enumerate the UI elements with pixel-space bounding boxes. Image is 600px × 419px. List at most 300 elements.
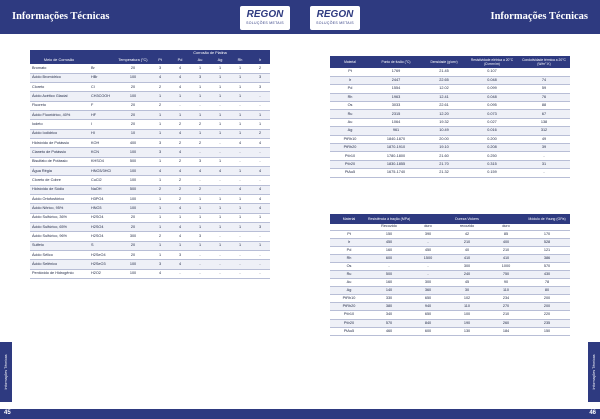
corrosion-cell: Cloreto	[30, 83, 88, 92]
corrosion-cell: 100	[116, 167, 150, 176]
mechanical-cell: -	[410, 270, 446, 278]
corrosion-cell: 300	[116, 232, 150, 241]
mechanical-cell: -	[410, 262, 446, 270]
table-row	[30, 120, 270, 129]
mechanical-cell: 160	[368, 246, 410, 254]
corrosion-cell: -	[230, 251, 250, 260]
corrosion-cell: 1	[170, 92, 190, 101]
corrosion-cell: Pentóxido de Hidrogênio	[30, 269, 88, 278]
corrosion-cell: 1	[250, 241, 270, 250]
corrosion-column-header: Pd	[170, 57, 190, 64]
corrosion-cell: 100	[116, 260, 150, 269]
table-row	[330, 110, 570, 118]
table-row	[30, 185, 270, 194]
corrosion-cell: -	[170, 101, 190, 110]
physical-cell: PtRh10	[330, 135, 370, 143]
table-row	[330, 311, 570, 319]
mechanical-cell: 450	[368, 238, 410, 246]
table-row	[30, 232, 270, 241]
physical-cell: 0.027	[466, 118, 518, 126]
corrosion-cell: -	[230, 176, 250, 185]
corrosion-cell: Ácido Sulfúrico, 65%	[30, 223, 88, 232]
physical-properties-table	[330, 56, 570, 178]
mechanical-cell: 110	[446, 303, 488, 311]
corrosion-cell: 3	[150, 260, 170, 269]
corrosion-cell: Bromato	[30, 64, 88, 73]
mechanical-cell: Au	[330, 279, 368, 287]
mechanical-cell: 160	[368, 279, 410, 287]
table-row	[30, 223, 270, 232]
mechanical-cell: 210	[488, 311, 524, 319]
table-row	[30, 213, 270, 222]
physical-cell: 0.208	[466, 144, 518, 152]
physical-cell: 0.200	[466, 135, 518, 143]
mechanical-cell: 110	[488, 287, 524, 295]
corrosion-cell: HNO3/3HCl	[88, 167, 116, 176]
corrosion-cell: 1	[170, 241, 190, 250]
physical-cell: 0.048	[466, 93, 518, 101]
corrosion-cell: 20	[116, 241, 150, 250]
corrosion-cell: -	[250, 260, 270, 269]
corrosion-cell: 1	[230, 129, 250, 138]
physical-column-header: Material	[330, 56, 370, 68]
corrosion-cell: 1	[230, 204, 250, 213]
table-row	[330, 254, 570, 262]
physical-cell: 21.45	[422, 68, 466, 76]
mechanical-cell: 150	[524, 327, 570, 335]
table-row	[330, 169, 570, 177]
corrosion-cell: H2SeO4	[88, 251, 116, 260]
corrosion-cell: 4	[230, 185, 250, 194]
corrosion-cell: Cloreto de Cobre	[30, 176, 88, 185]
corrosion-cell: -	[250, 92, 270, 101]
corrosion-cell: -	[170, 269, 190, 278]
physical-cell: 12.02	[422, 85, 466, 93]
corrosion-cell: Ácido Sulfúrico, 96%	[30, 232, 88, 241]
physical-cell: Os	[330, 102, 370, 110]
corrosion-cell: -	[190, 176, 210, 185]
corrosion-cell: 1	[210, 204, 230, 213]
mechanical-cell: PtRh20	[330, 303, 368, 311]
corrosion-cell: 1	[210, 92, 230, 101]
physical-column-header: Condutividade térmica a 20°C (W/m°.K)	[518, 56, 570, 68]
mechanical-cell: 121	[524, 246, 570, 254]
physical-column-header: Densidade (g/cm³)	[422, 56, 466, 68]
table-row	[30, 204, 270, 213]
corrosion-column-header: Rh	[230, 57, 250, 64]
corrosion-cell: Ácido Fluorídrico, 40%	[30, 111, 88, 120]
corrosion-cell: -	[250, 101, 270, 110]
corrosion-cell: 1	[230, 213, 250, 222]
corrosion-cell: 1	[230, 83, 250, 92]
corrosion-cell: -	[230, 157, 250, 166]
corrosion-cell: 1	[190, 92, 210, 101]
corrosion-cell: -	[230, 269, 250, 278]
mechanical-cell: 840	[410, 319, 446, 327]
table-row	[330, 93, 570, 101]
corrosion-cell: 20	[116, 83, 150, 92]
table-row	[30, 129, 270, 138]
corrosion-cell: 1	[250, 213, 270, 222]
right-page-number: 46	[589, 410, 596, 416]
mechanical-cell: -	[410, 238, 446, 246]
corrosion-cell: 1	[210, 111, 230, 120]
corrosion-cell: 2	[170, 195, 190, 204]
corrosion-cell: NaOH	[88, 185, 116, 194]
physical-cell: 961	[370, 127, 422, 135]
corrosion-cell: 1	[250, 120, 270, 129]
mechanical-subheader: Recozido	[368, 224, 410, 230]
mechanical-cell: 210	[446, 238, 488, 246]
physical-cell: 138	[518, 118, 570, 126]
corrosion-cell: 1	[210, 195, 230, 204]
left-footer-bar	[0, 409, 300, 419]
corrosion-cell: 1	[230, 223, 250, 232]
physical-cell: 0.048	[466, 76, 518, 84]
corrosion-cell: -	[190, 251, 210, 260]
corrosion-cell: 2	[190, 139, 210, 148]
corrosion-cell: 4	[170, 64, 190, 73]
mechanical-cell: -	[368, 262, 410, 270]
corrosion-cell: -	[250, 176, 270, 185]
corrosion-cell: 1	[190, 83, 210, 92]
mechanical-cell: 200	[524, 303, 570, 311]
corrosion-cell: Br	[88, 64, 116, 73]
corrosion-cell: -	[190, 260, 210, 269]
corrosion-cell: 20	[116, 120, 150, 129]
corrosion-cell: Ácido Acético Glacial	[30, 92, 88, 101]
corrosion-cell: -	[210, 269, 230, 278]
table-row	[30, 176, 270, 185]
physical-cell: 31	[518, 160, 570, 168]
corrosion-cell: 20	[116, 223, 150, 232]
corrosion-cell: Hidróxido de Sódio	[30, 185, 88, 194]
corrosion-cell: 3	[190, 157, 210, 166]
corrosion-cell: 4	[190, 167, 210, 176]
corrosion-cell: 4	[250, 185, 270, 194]
mechanical-cell: 386	[524, 254, 570, 262]
mechanical-cell: 100	[446, 311, 488, 319]
corrosion-cell: 1	[190, 213, 210, 222]
left-header-bar	[0, 0, 300, 34]
corrosion-cell: 1	[170, 213, 190, 222]
mechanical-cell: 650	[410, 311, 446, 319]
corrosion-cell: 2	[190, 185, 210, 194]
table-row	[30, 195, 270, 204]
physical-cell: Pd	[330, 85, 370, 93]
corrosion-cell: Ácido Iodídrico	[30, 129, 88, 138]
logo-text: REGON	[246, 9, 284, 20]
corrosion-cell: 4	[170, 260, 190, 269]
mechanical-cell: 184	[488, 327, 524, 335]
physical-cell: 2315	[370, 110, 422, 118]
corrosion-cell: Iodeto	[30, 120, 88, 129]
table-row	[330, 287, 570, 295]
physical-cell: 22.61	[422, 102, 466, 110]
mechanical-cell: 80	[524, 287, 570, 295]
corrosion-cell: 2	[250, 129, 270, 138]
corrosion-cell: HBr	[88, 73, 116, 82]
corrosion-cell: 3	[150, 64, 170, 73]
corrosion-cell: -	[250, 269, 270, 278]
mechanical-cell: 170	[524, 230, 570, 238]
mechanical-cell: 300	[446, 262, 488, 270]
corrosion-cell: -	[230, 148, 250, 157]
corrosion-cell: 1	[210, 120, 230, 129]
corrosion-cell: F	[88, 101, 116, 110]
table-row	[30, 73, 270, 82]
corrosion-table	[30, 50, 270, 279]
corrosion-cell: 1	[150, 92, 170, 101]
corrosion-cell: 2	[190, 120, 210, 129]
physical-cell: 0.073	[466, 110, 518, 118]
corrosion-cell: 4	[250, 139, 270, 148]
mechanical-cell: 460	[368, 327, 410, 335]
corrosion-cell: 4	[210, 167, 230, 176]
corrosion-cell: 4	[170, 129, 190, 138]
left-side-tab-label: Informações Técnicas	[4, 354, 8, 390]
physical-cell: Ag	[330, 127, 370, 135]
table-row	[330, 327, 570, 335]
table-row	[330, 279, 570, 287]
right-side-tab-label: Informações Técnicas	[592, 354, 596, 390]
physical-cell: 1675-1740	[370, 169, 422, 177]
corrosion-cell: H2SeO3	[88, 260, 116, 269]
corrosion-cell: 2	[150, 232, 170, 241]
mechanical-subheader: duro	[410, 224, 446, 230]
physical-cell: 49	[518, 135, 570, 143]
mechanical-cell: 130	[446, 327, 488, 335]
corrosion-cell: 20	[116, 64, 150, 73]
corrosion-cell: 1	[150, 251, 170, 260]
physical-cell: 74	[518, 76, 570, 84]
mechanical-cell: 410	[488, 254, 524, 262]
corrosion-cell: 1	[190, 64, 210, 73]
physical-cell: 59	[518, 85, 570, 93]
mechanical-cell: 570	[524, 262, 570, 270]
physical-cell: Ir	[330, 76, 370, 84]
corrosion-cell: -	[250, 251, 270, 260]
corrosion-cell: 1	[190, 129, 210, 138]
corrosion-cell: -	[210, 260, 230, 269]
corrosion-cell: 1	[150, 157, 170, 166]
corrosion-cell: 2	[170, 176, 190, 185]
corrosion-cell: 2	[150, 83, 170, 92]
physical-cell: Au	[330, 118, 370, 126]
mechanical-cell: 235	[524, 319, 570, 327]
mechanical-cell: PtIr20	[330, 319, 368, 327]
table-row	[30, 101, 270, 110]
corrosion-cell: Ácido Selênico	[30, 260, 88, 269]
corrosion-column-header: Pt	[150, 57, 170, 64]
corrosion-cell: 100	[116, 73, 150, 82]
physical-cell: 1830-1855	[370, 160, 422, 168]
mechanical-cell: 400	[488, 238, 524, 246]
corrosion-cell: 1	[230, 64, 250, 73]
physical-cell: 0.099	[466, 85, 518, 93]
corrosion-cell: 1	[230, 73, 250, 82]
mechanical-cell: Ir	[330, 238, 368, 246]
corrosion-cell: HNO3	[88, 204, 116, 213]
physical-cell: 0.159	[466, 169, 518, 177]
table-row	[30, 167, 270, 176]
corrosion-cell: -	[250, 148, 270, 157]
corrosion-cell: Sulfeto	[30, 241, 88, 250]
corrosion-cell: 1	[230, 92, 250, 101]
corrosion-cell: 400	[116, 139, 150, 148]
corrosion-cell: 4	[250, 167, 270, 176]
mechanical-cell: 500	[368, 270, 410, 278]
table-row	[330, 238, 570, 246]
corrosion-cell: 1	[150, 120, 170, 129]
corrosion-cell: Ácido Ortofosfórico	[30, 195, 88, 204]
corrosion-cell: 4	[170, 167, 190, 176]
table-row	[30, 92, 270, 101]
mechanical-properties-table	[330, 214, 570, 336]
corrosion-cell: H2SO4	[88, 223, 116, 232]
mechanical-cell: 42	[446, 230, 488, 238]
physical-cell: 21.60	[422, 152, 466, 160]
physical-cell: 0.016	[466, 127, 518, 135]
corrosion-cell: S	[88, 241, 116, 250]
right-header-title: Informações Técnicas	[490, 11, 588, 22]
corrosion-cell: 2	[170, 157, 190, 166]
corrosion-cell: 100	[116, 176, 150, 185]
physical-cell	[518, 68, 570, 76]
corrosion-cell: 100	[116, 269, 150, 278]
corrosion-column-header: Temperatura (°C)	[116, 57, 150, 64]
table-row	[30, 148, 270, 157]
corrosion-cell: 1	[190, 223, 210, 232]
mechanical-cell: 78	[524, 279, 570, 287]
physical-cell: 1840-1870	[370, 135, 422, 143]
corrosion-cell: 1	[230, 111, 250, 120]
table-row	[330, 76, 570, 84]
physical-cell: 2447	[370, 76, 422, 84]
corrosion-cell: Cianeto de Potássio	[30, 148, 88, 157]
mechanical-cell: 220	[524, 311, 570, 319]
corrosion-cell: 20	[116, 111, 150, 120]
table-row	[330, 303, 570, 311]
mechanical-cell: 528	[524, 238, 570, 246]
corrosion-cell: 1	[210, 223, 230, 232]
corrosion-cell: 20	[116, 251, 150, 260]
corrosion-cell: 1	[150, 176, 170, 185]
corrosion-column-header	[88, 57, 116, 64]
table-row	[330, 246, 570, 254]
corrosion-cell: 500	[116, 157, 150, 166]
corrosion-cell: 3	[150, 139, 170, 148]
corrosion-cell: 4	[250, 195, 270, 204]
corrosion-cell: 1	[250, 111, 270, 120]
physical-cell: 21.32	[422, 169, 466, 177]
corrosion-cell: 3	[170, 251, 190, 260]
corrosion-column-header: Ag	[210, 57, 230, 64]
table-row	[330, 270, 570, 278]
mechanical-subheader: duro	[488, 224, 524, 230]
corrosion-cell: -	[190, 101, 210, 110]
corrosion-cell: 1	[190, 241, 210, 250]
table-row	[330, 118, 570, 126]
corrosion-cell: -	[250, 232, 270, 241]
logo-tagline: SOLUÇÕES METAIS	[246, 21, 284, 25]
corrosion-cell: -	[230, 101, 250, 110]
corrosion-cell: -	[210, 176, 230, 185]
right-header-bar	[300, 0, 600, 34]
table-row	[30, 139, 270, 148]
physical-cell: 3033	[370, 102, 422, 110]
corrosion-cell: Ácido Sélico	[30, 251, 88, 260]
mechanical-cell: 940	[410, 303, 446, 311]
corrosion-cell: -	[210, 139, 230, 148]
table-row	[330, 230, 570, 238]
table-row	[330, 319, 570, 327]
physical-cell: 20.00	[422, 135, 466, 143]
corrosion-cell: KCN	[88, 148, 116, 157]
corrosion-cell: 4	[170, 223, 190, 232]
corrosion-cell: -	[230, 260, 250, 269]
physical-cell: 39	[518, 144, 570, 152]
corrosion-cell: H2SO4	[88, 213, 116, 222]
corrosion-cell: 2	[170, 120, 190, 129]
physical-cell: PtIr20	[330, 160, 370, 168]
corrosion-cell: 3	[250, 223, 270, 232]
corrosion-cell: 20	[116, 213, 150, 222]
corrosion-cell: 100	[116, 204, 150, 213]
corrosion-cell: 4	[150, 167, 170, 176]
physical-cell: 10.49	[422, 127, 466, 135]
mechanical-cell: 234	[488, 295, 524, 303]
physical-cell: 88	[518, 102, 570, 110]
corrosion-cell: -	[190, 269, 210, 278]
corrosion-cell: 1	[190, 195, 210, 204]
table-row	[330, 127, 570, 135]
physical-column-header: Resistividade elétrica a 20°C (Ω.mm²/m)	[466, 56, 518, 68]
corrosion-cell: 1	[210, 83, 230, 92]
physical-cell: 12.20	[422, 110, 466, 118]
physical-cell: 1870-1910	[370, 144, 422, 152]
mechanical-cell: PtIr10	[330, 311, 368, 319]
table-row	[30, 241, 270, 250]
corrosion-cell: 1	[230, 120, 250, 129]
physical-cell: 22.65	[422, 76, 466, 84]
corrosion-column-header: Meio de Corrosão	[30, 57, 88, 64]
corrosion-cell: 100	[116, 92, 150, 101]
corrosion-cell: 1	[230, 167, 250, 176]
corrosion-cell: 100	[116, 195, 150, 204]
physical-cell: Rh	[330, 93, 370, 101]
mechanical-cell: 600	[410, 327, 446, 335]
corrosion-cell: 4	[230, 139, 250, 148]
mechanical-cell: 40	[446, 246, 488, 254]
corrosion-cell: Fluoreto	[30, 101, 88, 110]
mechanical-cell: 430	[524, 270, 570, 278]
mechanical-cell: 340	[368, 311, 410, 319]
table-row	[30, 269, 270, 278]
corrosion-cell: Bisulfato de Potássio	[30, 157, 88, 166]
corrosion-cell: 1	[190, 204, 210, 213]
corrosion-cell: Hidróxido de Potássio	[30, 139, 88, 148]
mechanical-cell: 330	[368, 295, 410, 303]
mechanical-column-header: Resistência à tração (MPa)	[368, 214, 410, 224]
mechanical-column-header	[488, 214, 524, 224]
mechanical-column-header: Material	[330, 214, 368, 224]
corrosion-cell: 3	[190, 73, 210, 82]
mechanical-cell: 140	[368, 287, 410, 295]
corrosion-cell: 1	[210, 64, 230, 73]
corrosion-cell: 3	[250, 83, 270, 92]
corrosion-cell: 2	[150, 101, 170, 110]
